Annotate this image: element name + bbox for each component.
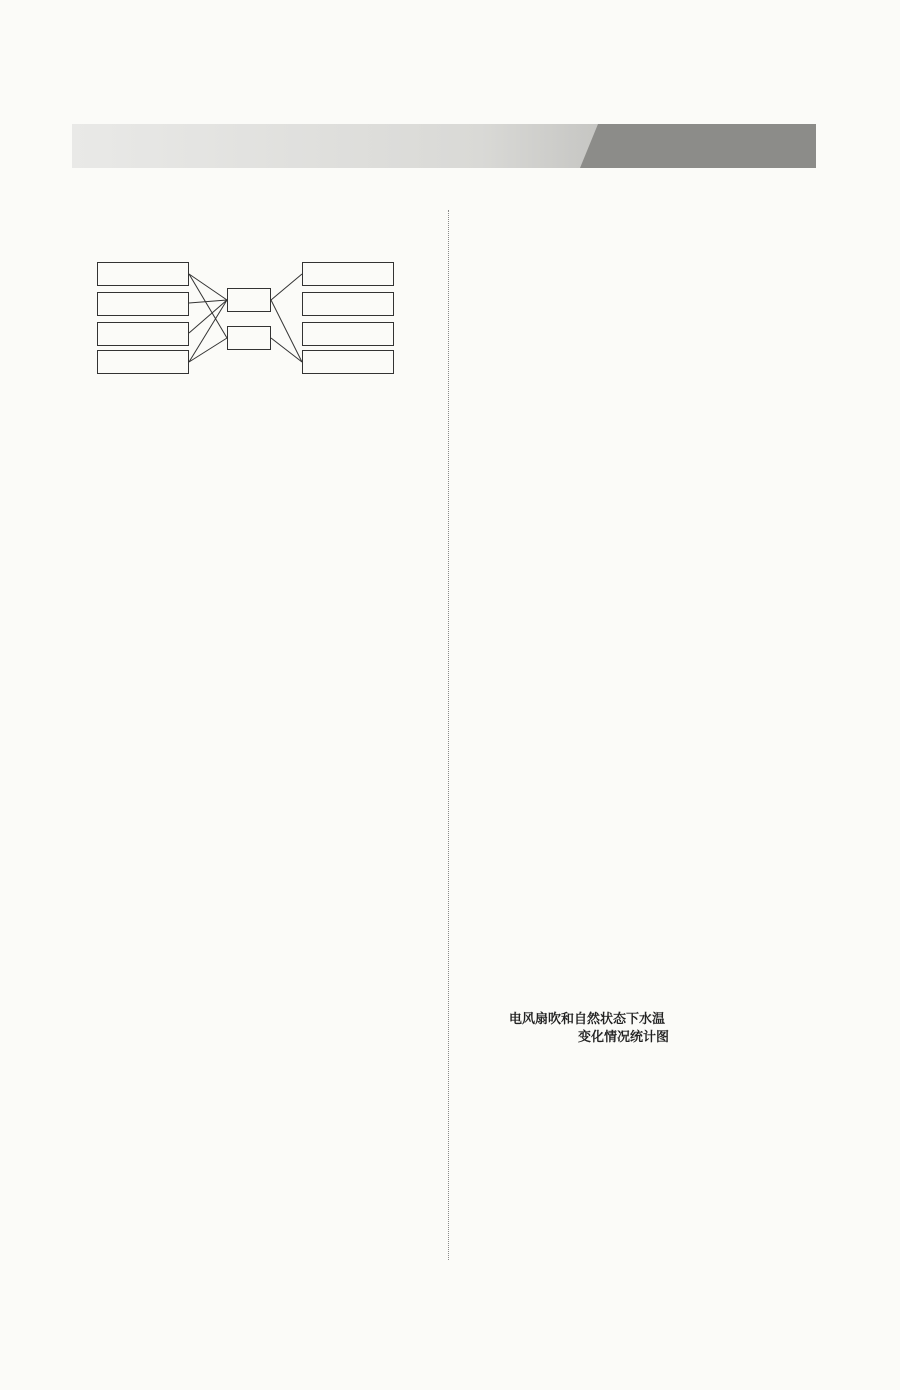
chart-title-line2: 变化情况统计图 [578, 1030, 670, 1045]
water-temperature-chart [500, 1040, 780, 1270]
chart-title-line1: 电风扇吹和自然状态下水温 [509, 1012, 666, 1027]
header-tag [580, 124, 816, 168]
q2-link-lines [0, 0, 450, 400]
